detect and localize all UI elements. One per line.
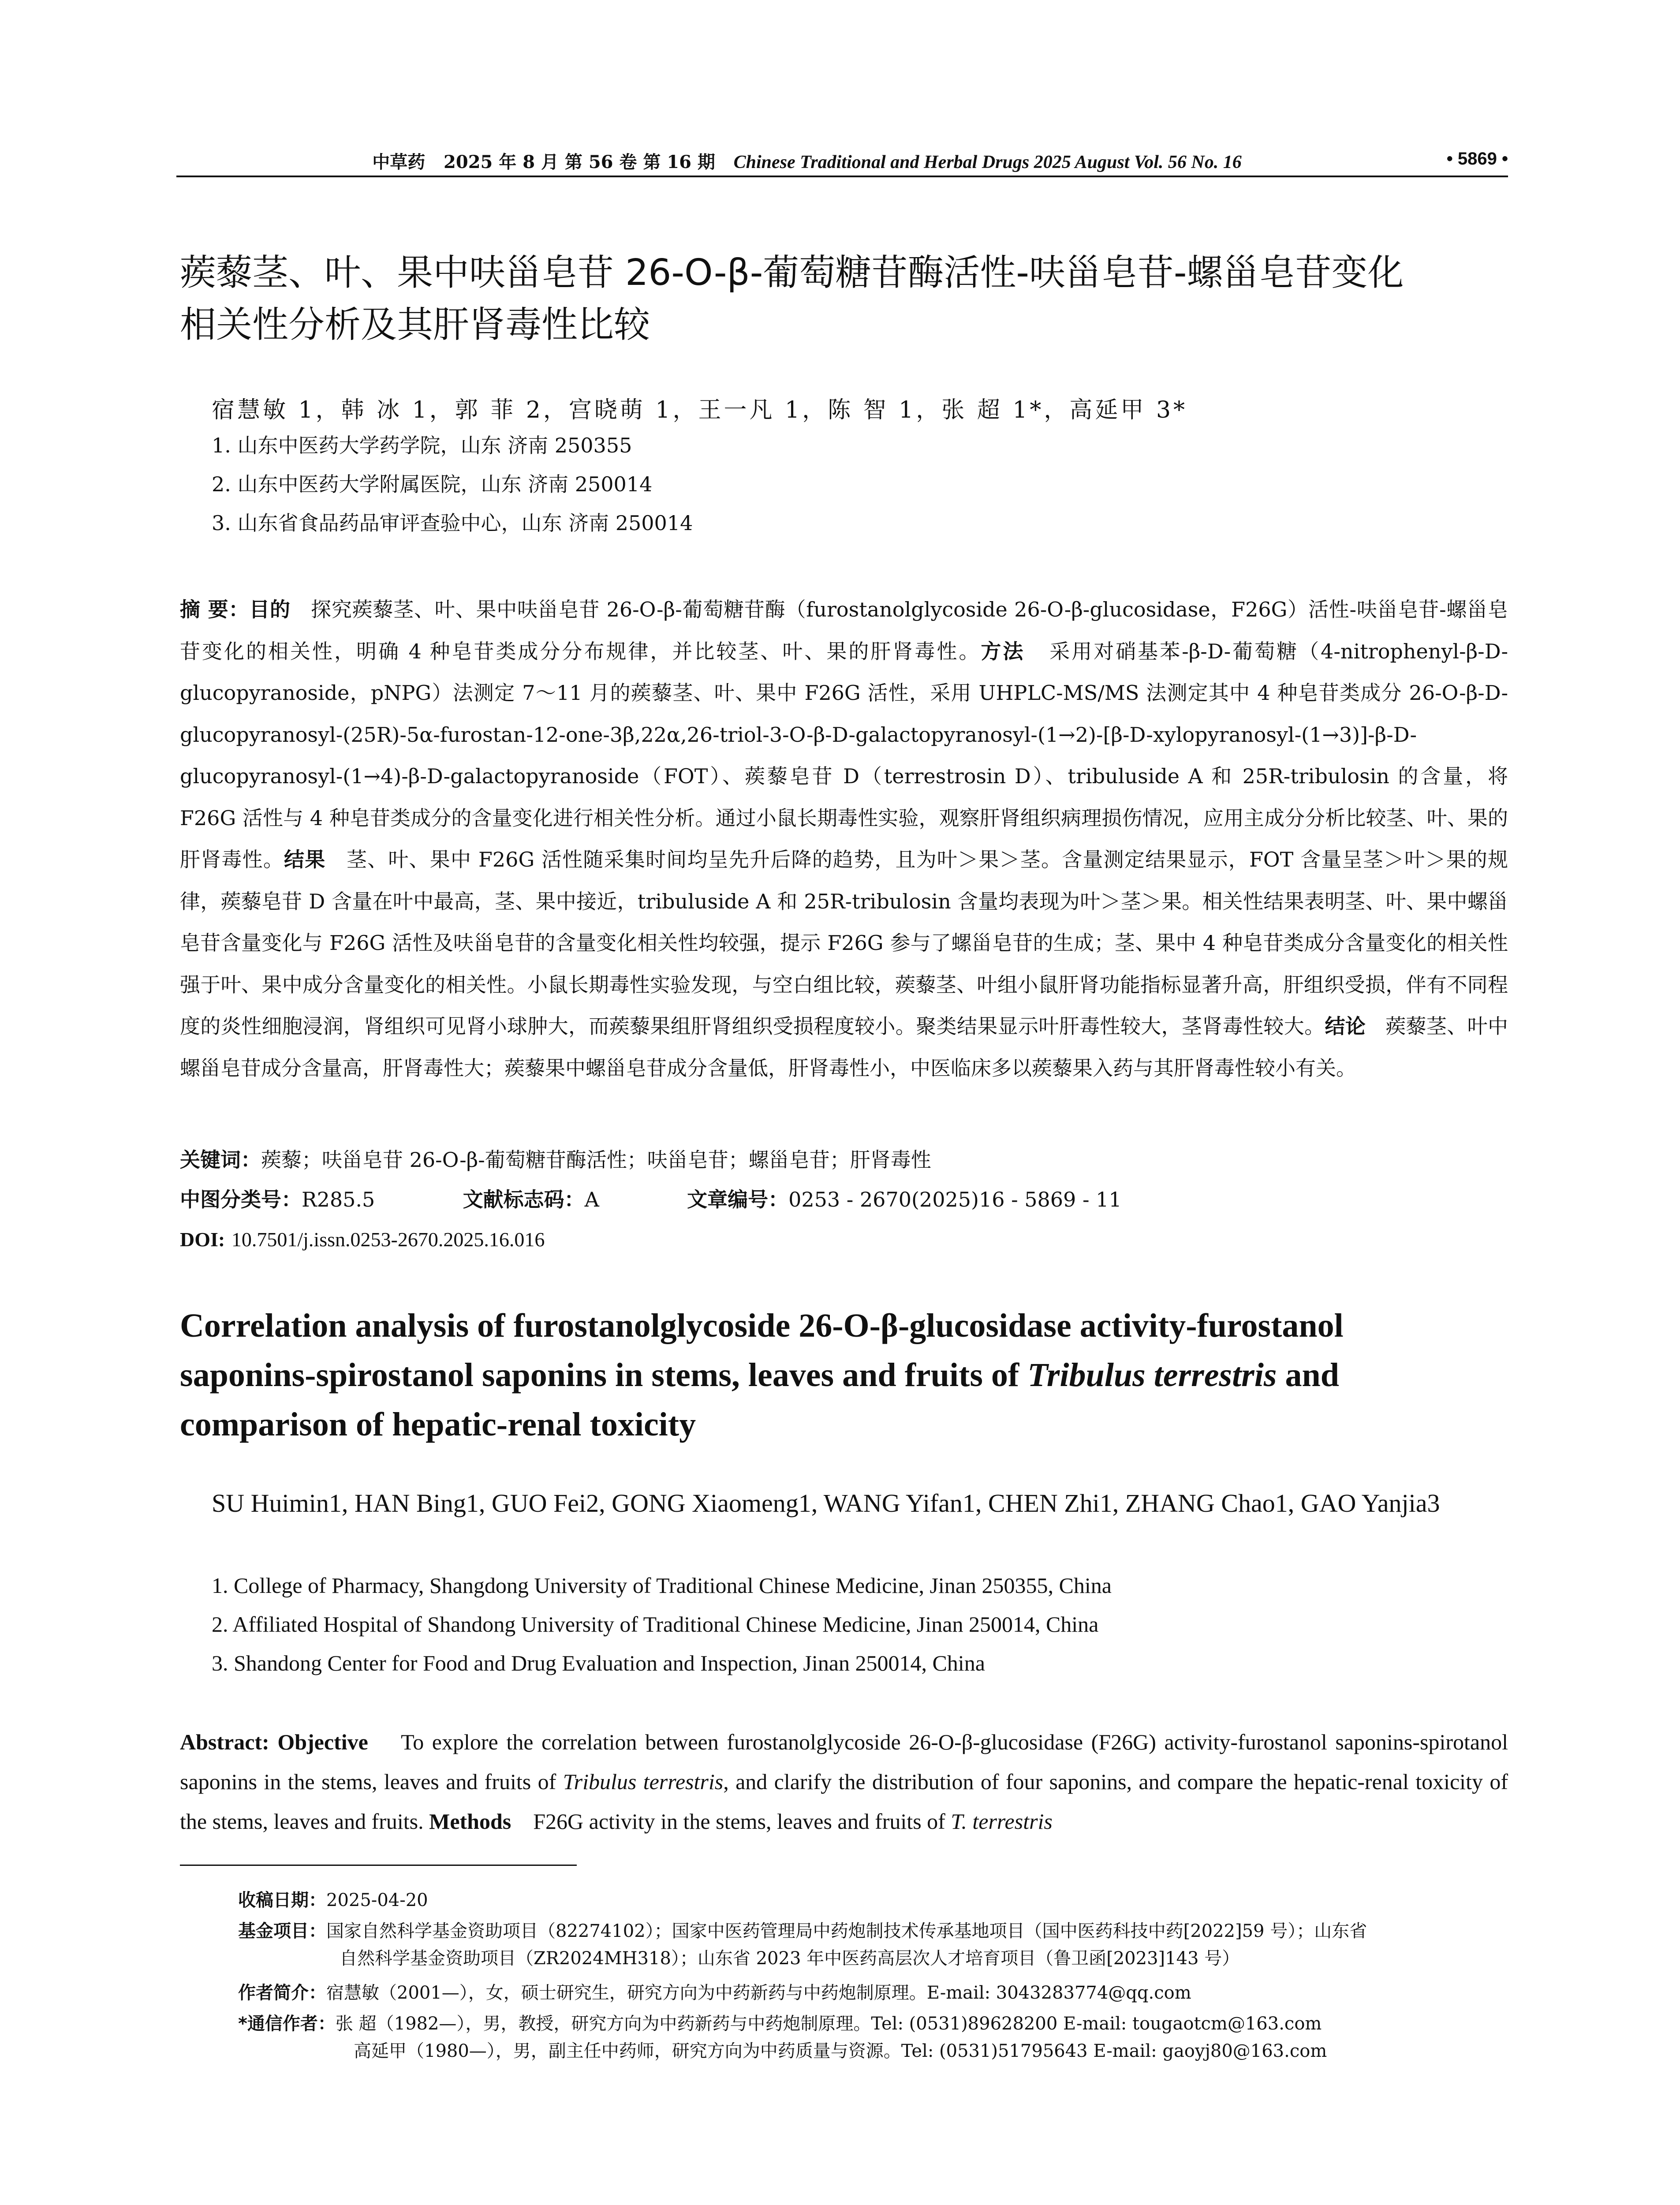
objective-en-a: To explore the correlation between furostanolglycoside 26-O-β-glucosidase (F26G) activity-furostanol saponins-spirotanol saponins in the stems, leaves and fruits of bbox=[180, 1730, 1508, 1794]
objective-label-cn: 目的 bbox=[249, 598, 291, 621]
abstract-cn bbox=[180, 589, 1508, 1089]
objective-cn: 探究蒺藜茎、叶、果中呋甾皂苷 26-O-β-葡萄糖苷酶（furostanolglycoside 26-O-β-glucosidase，F26G）活性-呋甾皂苷-螺甾皂苷变化的相关性，明确 4 种皂苷类成分分布规律，并比较茎、叶、果的肝肾毒性。 bbox=[180, 598, 1508, 663]
title-en-line-2-end: and bbox=[1277, 1357, 1339, 1394]
abstract-en bbox=[180, 1722, 1508, 1841]
title-cn-line-2: 相关性分析及其肝肾毒性比较 bbox=[180, 304, 650, 346]
methods-en-species: T. terrestris bbox=[951, 1809, 1053, 1834]
doi-line bbox=[180, 1224, 545, 1255]
clc-label: 中图分类号： bbox=[180, 1188, 302, 1211]
article-no-value: 0253 - 2670(2025)16 - 5869 - 11 bbox=[788, 1188, 1122, 1211]
header-citation bbox=[176, 148, 1437, 173]
conclusion-cn: 蒺藜茎、叶中螺甾皂苷成分含量高，肝肾毒性大；蒺藜果中螺甾皂苷成分含量低，肝肾毒性小，中医临床多以蒺藜果入药与其肝肾毒性较小有关。 bbox=[180, 1014, 1508, 1080]
title-en bbox=[180, 1301, 1508, 1449]
received-date bbox=[238, 1887, 1508, 1914]
author-bio bbox=[238, 1979, 1508, 2007]
affiliation-en-2: 2. Affiliated Hospital of Shandong University of Traditional Chinese Medicine, Jinan 250014, China bbox=[212, 1612, 1099, 1637]
methods-label-en: Methods bbox=[429, 1809, 511, 1834]
fund-line-2: 自然科学基金资助项目（ZR2024MH318）；山东省 2023 年中医药高层次人才培育项目（鲁卫函[2023]143 号） bbox=[340, 1948, 1240, 1969]
affiliation-cn-1: 1. 山东中医药大学药学院，山东 济南 250355 bbox=[212, 434, 632, 457]
methods-en: F26G activity in the stems, leaves and fruits of bbox=[533, 1809, 951, 1834]
methods-label-cn: 方法 bbox=[981, 639, 1025, 663]
abstract-en-label: Abstract: bbox=[180, 1730, 269, 1754]
corresponding-authors bbox=[238, 2010, 1508, 2065]
keywords-line bbox=[180, 1144, 931, 1175]
doi-label: DOI: bbox=[180, 1228, 225, 1251]
title-en-line-1: Correlation analysis of furostanolglycoside 26-O-β-glucosidase activity-furostanol bbox=[180, 1307, 1344, 1344]
received-label: 收稿日期： bbox=[238, 1890, 326, 1910]
running-header bbox=[176, 145, 1508, 180]
fund-info bbox=[238, 1917, 1508, 1972]
corr-author-1: 张 超（1982—），男，教授，研究方向为中药新药与中药炮制原理。Tel: (0531)89628200 E-mail: tougaotcm@163.com bbox=[335, 2014, 1322, 2034]
corr-label: *通信作者： bbox=[238, 2014, 336, 2034]
footnote-rule bbox=[180, 1865, 577, 1866]
clc-value: R285.5 bbox=[302, 1188, 375, 1211]
conclusion-label-cn: 结论 bbox=[1325, 1014, 1366, 1038]
results-cn: 茎、叶、果中 F26G 活性随采集时间均呈先升后降的趋势，且为叶＞果＞茎。含量测定结果显示，FOT 含量呈茎＞叶＞果的规律，蒺藜皂苷 D 含量在叶中最高，茎、果中接近，tribuluside A 和 25R-tribulosin 含量均表现为叶＞茎＞果。相关性结果表明茎、叶、果中螺甾皂苷含量变化与 F26G 活性及呋甾皂苷的含量变化相关性均较强，提示 F26G 参与了螺甾皂苷的生成；茎、果中 4 种皂苷类成分含量变化的相关性强于叶、果中成分含量变化的相关性。小鼠长期毒性实验发现，与空白组比较，蒺藜茎、叶组小鼠肝肾功能指标显著升高，肝组织受损，伴有不同程度的炎性细胞浸润，肾组织可见肾小球肿大，而蒺藜果组肝肾组织受损程度较小。聚类结果显示叶肝毒性较大，茎肾毒性较大。 bbox=[180, 848, 1508, 1038]
fund-line-1: 国家自然科学基金资助项目（82274102）；国家中医药管理局中药炮制技术传承基地项目（国中医药科技中药[2022]59 号）；山东省 bbox=[326, 1921, 1367, 1941]
objective-en-species: Tribulus terrestris bbox=[563, 1769, 724, 1794]
objective-label-en: Objective bbox=[277, 1730, 368, 1754]
title-en-line-2 bbox=[180, 1350, 1508, 1400]
bio-value: 宿慧敏（2001—），女，硕士研究生，研究方向为中药新药与中药炮制原理。E-mail: 3043283774@qq.com bbox=[326, 1983, 1191, 2003]
header-rule bbox=[176, 176, 1508, 177]
objective-en-b: , and clarify the distribution of four saponins, and compare the hepatic-renal toxicity of the stems, leaves and fruits. bbox=[180, 1769, 1508, 1834]
affiliation-en-3: 3. Shandong Center for Food and Drug Evaluation and Inspection, Jinan 250014, China bbox=[212, 1651, 985, 1675]
title-cn-line-1: 蒺藜茎、叶、果中呋甾皂苷 26-O-β-葡萄糖苷酶活性-呋甾皂苷-螺甾皂苷变化 bbox=[180, 252, 1404, 294]
title-en-species: Tribulus terrestris bbox=[1027, 1357, 1277, 1394]
page-number: • 5869 • bbox=[1446, 149, 1508, 168]
methods-cn: 采用对硝基苯-β-D-葡萄糖（4-nitrophenyl-β-D-glucopyranoside，pNPG）法测定 7～11 月的蒺藜茎、叶、果中 F26G 活性，采用 UHPLC-MS/MS 法测定其中 4 种皂苷类成分 26-O-β-D-glucopyranosyl-(25R)-5α-furostan-12-one-3β,22α,26-triol-3-O-β-D-galactopyranosyl-(1→2)-[β-D-xylopyranosyl-(1→3)]-β-D-glucopyranosyl-(1→4)-β-D-galactopyranoside（FOT）、蒺藜皂苷 D（terrestrosin D）、tribuluside A 和 25R-tribulosin 的含量，将 F26G 活性与 4 种皂苷类成分的含量变化进行相关性分析。通过小鼠长期毒性实验，观察肝肾组织病理损伤情况，应用主成分分析比较茎、叶、果的肝肾毒性。 bbox=[180, 639, 1508, 871]
affiliation-cn-3: 3. 山东省食品药品审评查验中心，山东 济南 250014 bbox=[212, 511, 693, 535]
affiliation-en-1: 1. College of Pharmacy, Shangdong University of Traditional Chinese Medicine, Jinan 250355, China bbox=[212, 1573, 1112, 1598]
classification-line bbox=[180, 1184, 1508, 1215]
keywords-value: 蒺藜；呋甾皂苷 26-O-β-葡萄糖苷酶活性；呋甾皂苷；螺甾皂苷；肝肾毒性 bbox=[261, 1148, 931, 1172]
bio-label: 作者简介： bbox=[238, 1983, 326, 2003]
doc-code-label: 文献标志码： bbox=[463, 1188, 585, 1211]
title-en-line-3: comparison of hepatic-renal toxicity bbox=[180, 1406, 696, 1443]
affiliation-cn-2: 2. 山东中医药大学附属医院，山东 济南 250014 bbox=[212, 472, 653, 496]
authors-en: SU Huimin1, HAN Bing1, GUO Fei2, GONG Xiaomeng1, WANG Yifan1, CHEN Zhi1, ZHANG Chao1, GAO Yanjia3 bbox=[212, 1489, 1440, 1517]
corr-author-2: 高延甲（1980—），男，副主任中药师，研究方向为中药质量与资源。Tel: (0531)51795643 E-mail: gaoyj80@163.com bbox=[354, 2041, 1327, 2061]
journal-name-cn: 中草药 bbox=[372, 152, 426, 172]
authors-cn: 宿慧敏 1，韩 冰 1，郭 菲 2，宫晓萌 1，王一凡 1，陈 智 1，张 超 1*，高延甲 3* bbox=[212, 397, 1188, 423]
issue-date-cn: 2025 年 8 月 第 56 卷 第 16 期 bbox=[444, 152, 715, 172]
title-en-line-2-text: saponins-spirostanol saponins in stems, leaves and fruits of bbox=[180, 1357, 1028, 1394]
journal-name-en: Chinese Traditional and Herbal Drugs 2025 August Vol. 56 No. 16 bbox=[733, 152, 1242, 172]
fund-label: 基金项目： bbox=[238, 1921, 326, 1941]
article-no-label: 文章编号： bbox=[687, 1188, 789, 1211]
results-label-cn: 结果 bbox=[284, 848, 326, 871]
keywords-label: 关键词： bbox=[180, 1148, 261, 1172]
abstract-cn-label: 摘 要： bbox=[180, 598, 250, 621]
title-cn bbox=[180, 247, 1507, 351]
doc-code-value: A bbox=[584, 1188, 599, 1211]
received-value: 2025-04-20 bbox=[326, 1890, 428, 1910]
doi-value[interactable]: 10.7501/j.issn.0253-2670.2025.16.016 bbox=[231, 1228, 545, 1251]
